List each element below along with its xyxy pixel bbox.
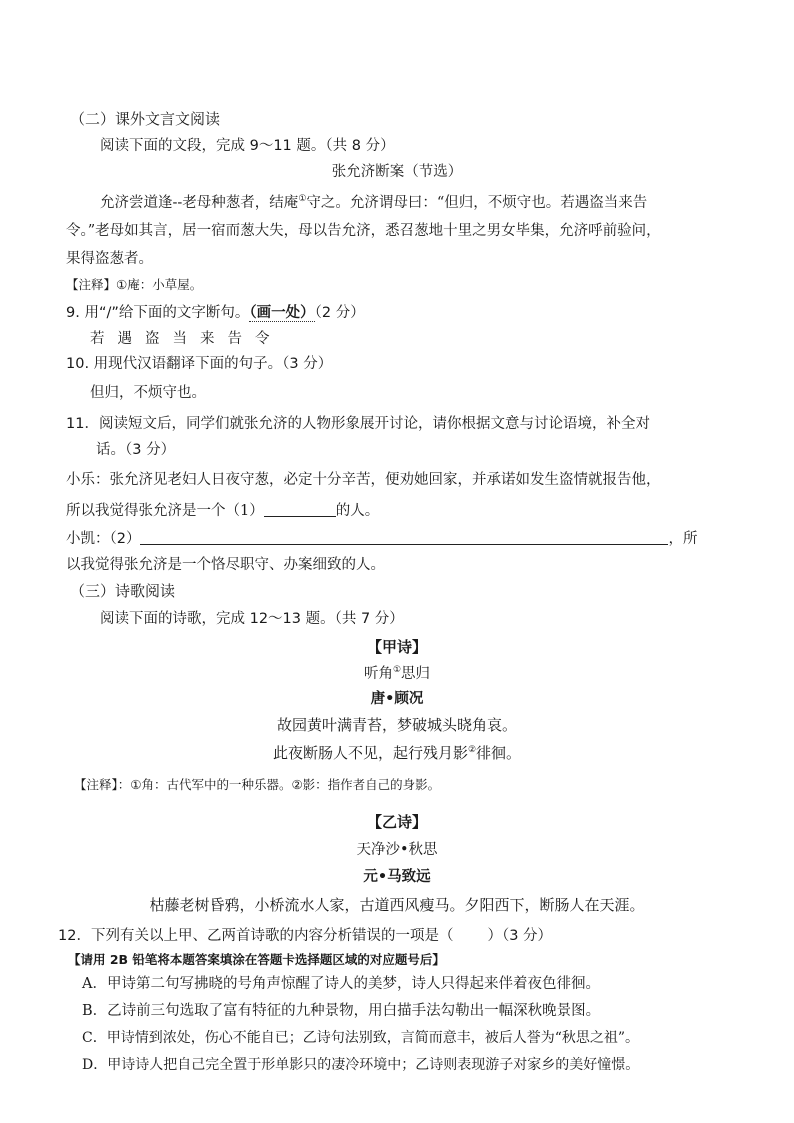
dialogue-xiaokai-2: 以我觉得张允济是一个恪尽职守、办案细致的人。 [66, 557, 385, 573]
poem-1-line-2: 此夜断肠人不见，起行残月影②徘徊。 [272, 744, 522, 762]
option-c[interactable]: C．甲诗情到浓处，伤心不能自已；乙诗句法别致，言简而意丰，被后人誉为“秋思之祖”。 [82, 1030, 640, 1046]
section2-heading: （二）课外文言文阅读 [70, 110, 221, 128]
question-11-line-2: 话。（3 分） [96, 442, 176, 458]
passage-line-3: 果得盗葱者。 [66, 251, 153, 267]
footnote-marker: ① [298, 194, 307, 204]
dialogue-xiaole-1: 小乐：张允济见老妇人日夜守葱，必定十分辛苦，便劝她回家，并承诺如发生盗情就报告他， [66, 472, 661, 488]
dialogue-xiaokai-1: 小凯：（2） ，所 [66, 531, 698, 547]
poem-2-line-1: 枯藤老树昏鸦，小桥流水人家，古道西风瘦马。夕阳西下，断肠人在天涯。 [149, 896, 645, 914]
section3-instructions: 阅读下面的诗歌，完成 12～13 题。（共 7 分） [100, 611, 404, 627]
passage-note: 【注释】①庵：小草屋。 [66, 277, 203, 292]
option-a[interactable]: A．甲诗第二句写拂晓的号角声惊醒了诗人的美梦，诗人只得起来伴着夜色徘徊。 [82, 976, 600, 992]
passage-line-2: 令。”老母如其言，居一宿而葱大失，母以告允济，悉召葱地十里之男女毕集，允济呼前验问， [66, 223, 661, 239]
poem-2-author: 元•马致远 [363, 869, 431, 885]
poem-1-author: 唐•顾况 [370, 691, 424, 707]
question-9-tag: （画一处） [249, 305, 315, 321]
question-12: 12．下列有关以上甲、乙两首诗歌的内容分析错误的一项是（ ）（3 分） [58, 928, 553, 944]
answer-blank-2[interactable] [140, 530, 668, 545]
section2-instructions: 阅读下面的文段，完成 9～11 题。（共 8 分） [100, 138, 395, 154]
answer-blank-1[interactable] [264, 502, 336, 517]
poem-1-line-1: 故园黄叶满青苔，梦破城头晓角哀。 [276, 716, 517, 734]
option-d[interactable]: D．甲诗诗人把自己完全置于形单影只的凄冷环境中；乙诗则表现游子对家乡的美好憧憬。 [82, 1057, 640, 1073]
poem-2-title: 天净沙•秋思 [356, 842, 438, 858]
question-9: 9. 用“/”给下面的文字断句。（画一处）（2 分） [66, 305, 365, 321]
dialogue-xiaole-2: 所以我觉得张允济是一个（1） 的人。 [66, 503, 380, 519]
passage-line-1: 允济尝道逢--老母种葱者，结庵①守之。允济谓母曰：“但归，不烦守也。若遇盗当来告 [100, 194, 648, 211]
poem-1-label: 【甲诗】 [366, 638, 427, 656]
passage-title: 张允济断案（节选） [331, 164, 463, 180]
question-12-hint: 【请用 2B 铅笔将本题答案填涂在答题卡选择题区域的对应题号后】 [68, 952, 445, 967]
poem-2-label: 【乙诗】 [366, 813, 427, 831]
option-b[interactable]: B．乙诗前三句选取了富有特征的九种景物，用白描手法勾勒出一幅深秋晚景图。 [82, 1003, 601, 1019]
question-10: 10. 用现代汉语翻译下面的句子。（3 分） [66, 356, 333, 372]
section3-heading: （三）诗歌阅读 [70, 582, 176, 600]
poem-1-title: 听角①思归 [363, 665, 431, 682]
poem-1-note: 【注释】：①角：古代军中的一种乐器。②影：指作者自己的身影。 [74, 777, 441, 792]
question-10-sentence: 但归，不烦守也。 [90, 385, 206, 401]
question-9-sentence: 若遇盗当来告令 [90, 331, 283, 347]
question-11-line-1: 11．阅读短文后，同学们就张允济的人物形象展开讨论，请你根据文意与讨论语境，补全对 [66, 416, 650, 432]
